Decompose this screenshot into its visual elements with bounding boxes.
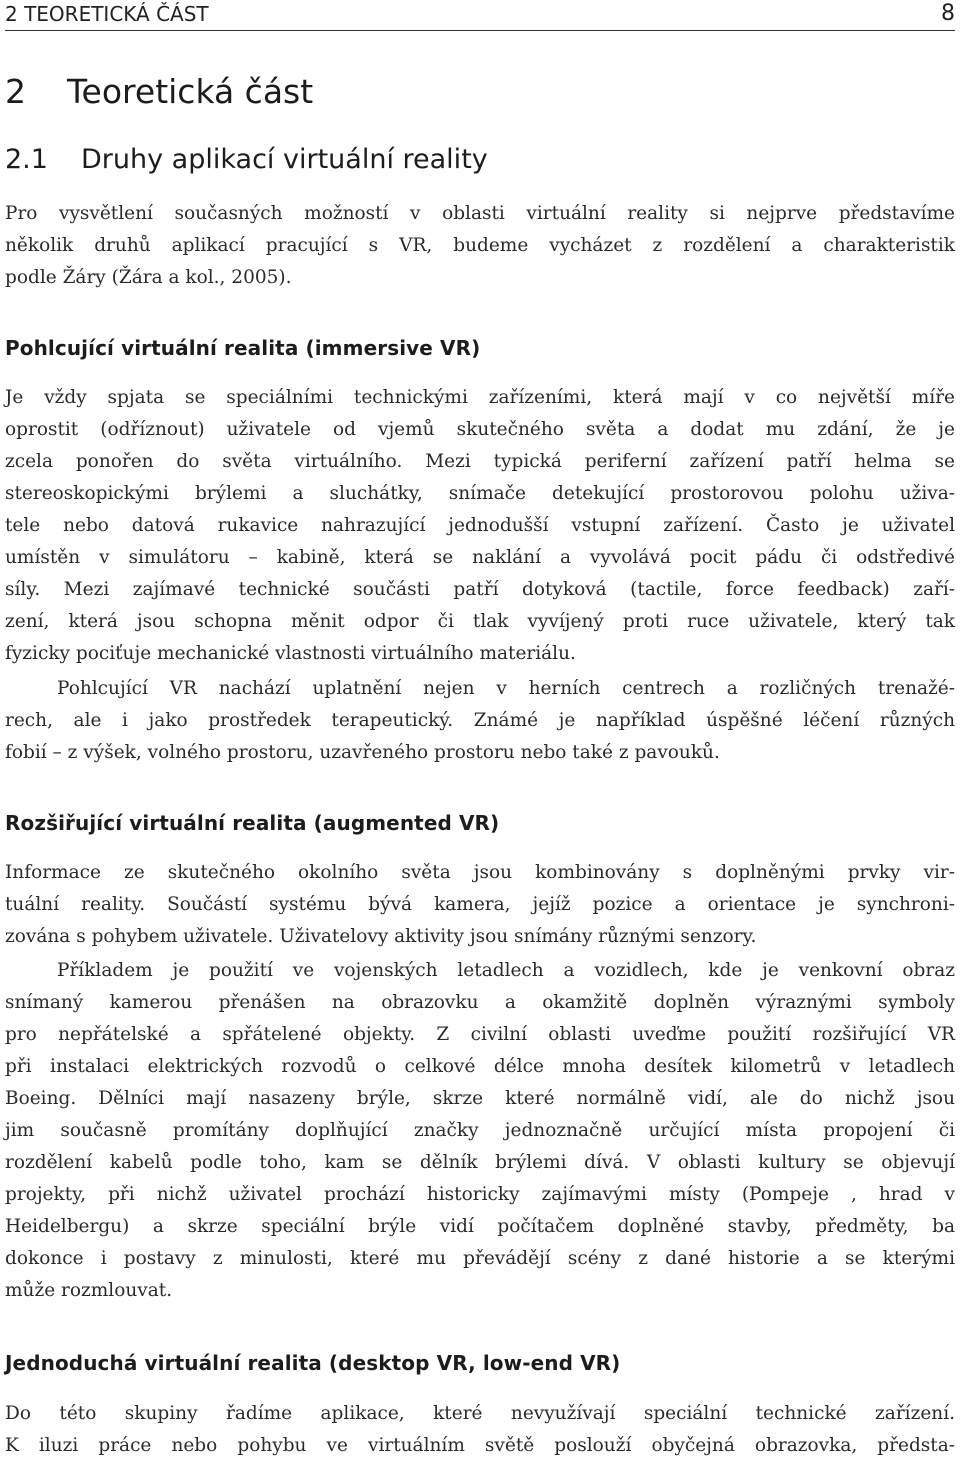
text-line: Příkladem je použití ve vojenských letadlech a vozidlech, kde je venkovní obraz [57, 960, 955, 981]
text-line: tuální reality. Součástí systému bývá kamera, jejíž pozice a orientace je synchroni- [5, 894, 955, 915]
page-number: 8 [941, 1, 955, 26]
text-line: může rozmlouvat. [5, 1280, 173, 1301]
subsection-heading-immersive: Pohlcující virtuální realita (immersive VR) [5, 336, 481, 360]
text-line: rech, ale i jako prostředek terapeutický. Známé je například úspěšné léčení různých [5, 710, 955, 731]
chapter-heading [5, 70, 313, 114]
chapter-title: Teoretická část [67, 72, 314, 111]
text-line: Heidelbergu) a skrze speciální brýle vidí počítačem doplněné stavby, předměty, ba [5, 1216, 955, 1237]
chapter-number: 2 [5, 72, 26, 111]
text-line: fobií – z výšek, volného prostoru, uzavřeného prostoru nebo také z pavouků. [5, 742, 720, 763]
text-line: projekty, při nichž uživatel prochází historicky zajímavými místy (Pompeje , hrad v [5, 1184, 955, 1205]
subsection-heading-augmented: Rozšiřující virtuální realita (augmented VR) [5, 811, 500, 835]
running-header [5, 0, 955, 28]
text-line: Pohlcující VR nachází uplatnění nejen v herních centrech a rozličných trenažé- [57, 678, 955, 699]
text-line: Je vždy spjata se speciálními technickými zařízeními, která mají v co největší míře [5, 387, 955, 408]
text-line: oprostit (odříznout) uživatele od vjemů skutečného světa a dodat mu zdání, že je [5, 419, 955, 440]
section-heading [5, 140, 488, 180]
immersive-paragraph-2 [5, 673, 955, 769]
text-line: Do této skupiny řadíme aplikace, které nevyužívají speciální technické zařízení. [5, 1403, 955, 1424]
text-line: rozdělení kabelů podle toho, kam se dělník brýlemi dívá. V oblasti kultury se objevují [5, 1152, 955, 1173]
text-line: fyzicky pociťuje mechanické vlastnosti virtuálního materiálu. [5, 643, 576, 664]
subsection-heading-desktop: Jednoduchá virtuální realita (desktop VR, low-end VR) [5, 1351, 621, 1375]
text-line: podle Žáry (Žára a kol., 2005). [5, 267, 292, 288]
text-line: zována s pohybem uživatele. Uživatelovy aktivity jsou snímány různými senzory. [5, 926, 757, 947]
text-line: snímaný kamerou přenášen na obrazovku a okamžitě doplněn výraznými symboly [5, 992, 955, 1013]
immersive-paragraph-1 [5, 382, 955, 670]
text-line: dokonce i postavy z minulosti, které mu převádějí scény z dané historie a se kterými [5, 1248, 955, 1269]
header-rule [5, 30, 955, 31]
text-line: stereoskopickými brýlemi a sluchátky, snímače detekující prostorovou polohu uživa- [5, 483, 955, 504]
text-line: K iluzi práce nebo pohybu ve virtuálním světě poslouží obyčejná obrazovka, předsta- [5, 1435, 955, 1456]
text-line: několik druhů aplikací pracující s VR, budeme vycházet z rozdělení a charakteristik [5, 235, 955, 256]
text-line: umístěn v simulátoru – kabině, která se naklání a vyvolává pocit pádu či odstředivé [5, 547, 955, 568]
text-line: tele nebo datová rukavice nahrazující jednodušší vstupní zařízení. Často je uživatel [5, 515, 955, 536]
text-line: Informace ze skutečného okolního světa jsou kombinovány s doplněnými prvky vir- [5, 862, 955, 883]
text-line: síly. Mezi zajímavé technické součásti patří dotyková (tactile, force feedback) zaří- [5, 579, 955, 600]
intro-paragraph [5, 198, 955, 294]
text-line: zcela ponořen do světa virtuálního. Mezi typická periferní zařízení patří helma se [5, 451, 955, 472]
section-title: Druhy aplikací virtuální reality [81, 144, 488, 175]
text-line: jim současně promítány doplňující značky jednoznačně určující místa propojení či [5, 1120, 955, 1141]
section-number: 2.1 [5, 144, 48, 175]
text-line: pro nepřátelské a spřátelené objekty. Z civilní oblasti uveďme použití rozšiřující VR [5, 1024, 955, 1045]
text-line: Boeing. Dělníci mají nasazeny brýle, skrze které normálně vidí, ale do nichž jsou [5, 1088, 955, 1109]
augmented-paragraph-1 [5, 857, 955, 953]
running-header-title: 2 TEORETICKÁ ČÁST [5, 2, 209, 26]
text-line: Pro vysvětlení současných možností v oblasti virtuální reality si nejprve představíme [5, 203, 955, 224]
augmented-paragraph-2 [5, 955, 955, 1307]
desktop-paragraph-1 [5, 1398, 955, 1462]
text-line: zení, která jsou schopna měnit odpor či tlak vyvíjený proti ruce uživatele, který tak [5, 611, 955, 632]
text-line: při instalaci elektrických rozvodů o celkové délce mnoha desítek kilometrů v letadlech [5, 1056, 955, 1077]
